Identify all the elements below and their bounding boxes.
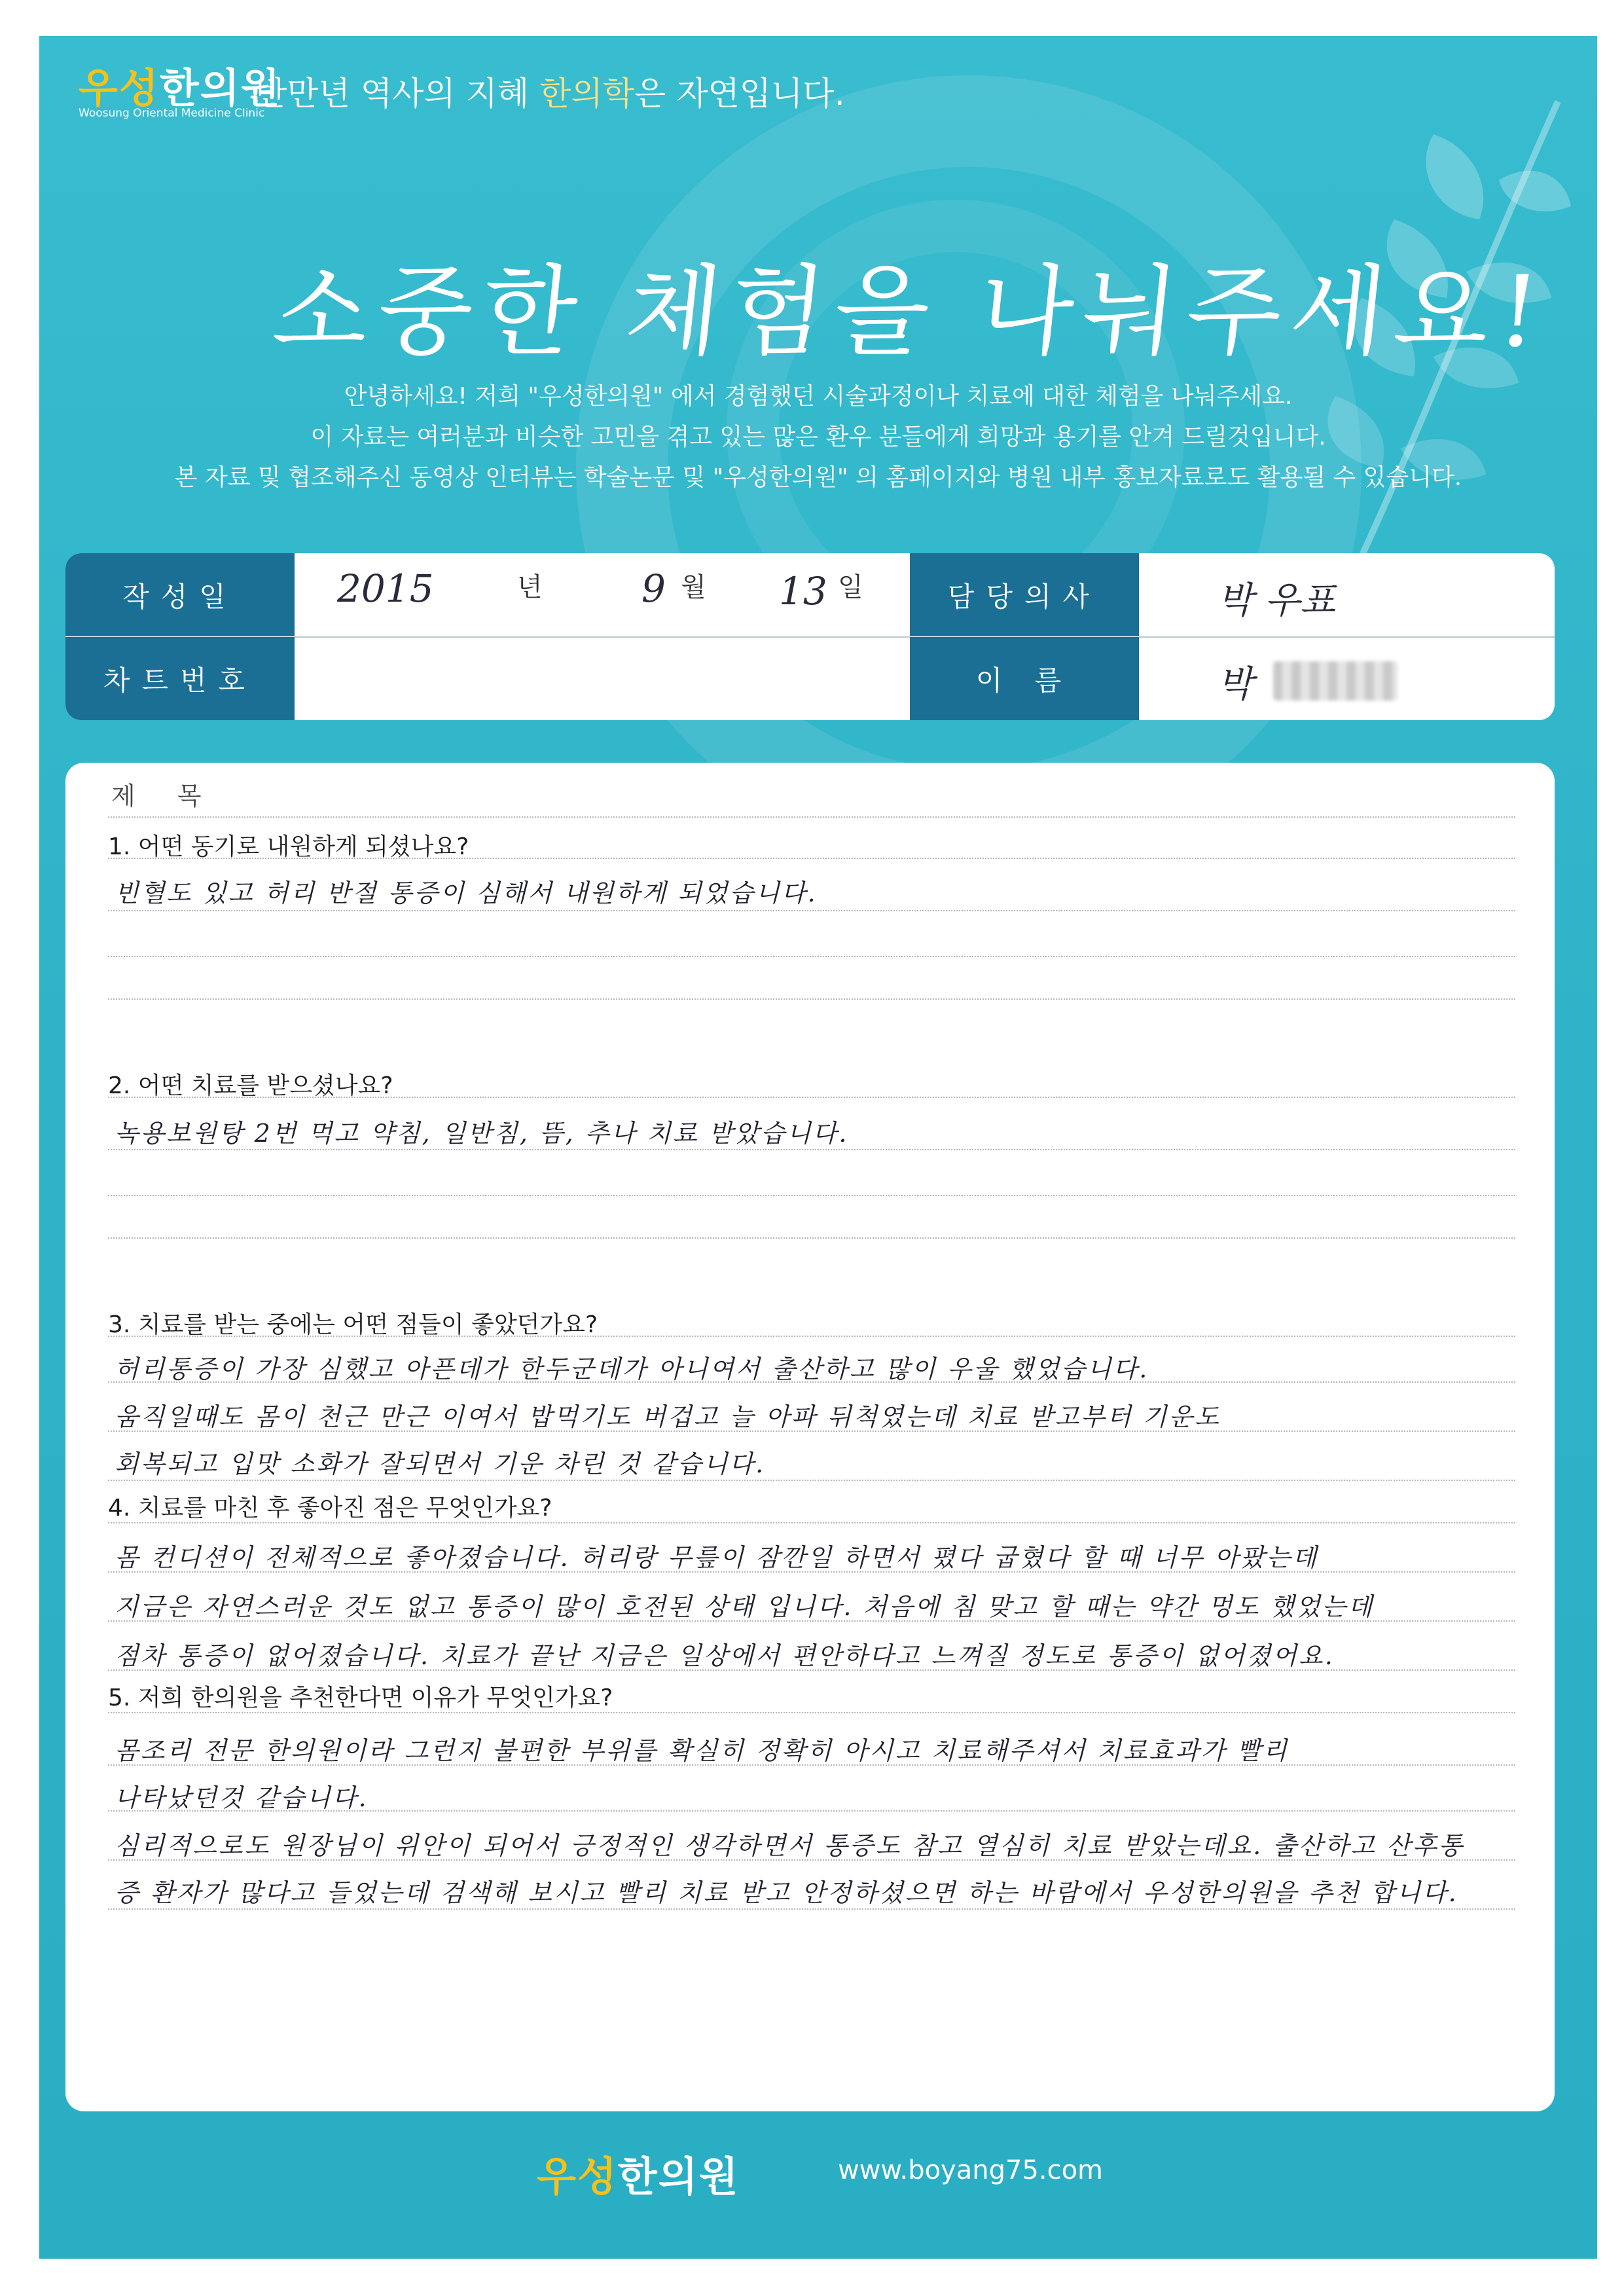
answer-line bbox=[108, 998, 1515, 1000]
date-month-unit: 월 bbox=[681, 572, 706, 602]
intro-line: 본 자료 및 협조해주신 동영상 인터뷰는 학술논문 및 "우성한의원" 의 홈페이지와 병원 내부 홍보자료로도 활용될 수 있습니다. bbox=[174, 464, 1462, 491]
intro-line: 안녕하세요! 저희 "우성한의원" 에서 경험했던 시술과정이나 치료에 대한 체험을 나눠주세요. bbox=[344, 383, 1293, 410]
date-year-unit: 년 bbox=[517, 572, 543, 602]
page-headline: 소중한 체험을 나눠주세요! bbox=[268, 255, 1554, 369]
answer-1-line-1[interactable]: 빈혈도 있고 허리 반절 통증이 심해서 내원하게 되었습니다. bbox=[115, 879, 818, 907]
footer-website-link[interactable]: www.boyang75.com bbox=[838, 2155, 1104, 2185]
info-table bbox=[65, 553, 1555, 720]
answer-line bbox=[108, 816, 1515, 818]
answer-3-line-1[interactable]: 허리통증이 가장 심했고 아픈데가 한두군데가 아니여서 출산하고 많이 우울 했었습니다. bbox=[115, 1355, 1149, 1383]
answer-line bbox=[108, 1908, 1515, 1910]
answer-5-line-1[interactable]: 몸조리 전문 한의원이라 그런지 불편한 부위를 확실히 정확히 아시고 치료해주셔서 치료효과가 빨리 bbox=[115, 1736, 1289, 1765]
question-4: 4. 치료를 마친 후 좋아진 점은 무엇인가요? bbox=[108, 1495, 552, 1522]
question-2: 2. 어떤 치료를 받으셨나요? bbox=[108, 1072, 393, 1099]
doctor-name-value[interactable]: 박 우표 bbox=[1218, 579, 1336, 622]
footer-brand-part1: 우성 bbox=[537, 2153, 618, 2200]
answer-line bbox=[108, 1381, 1515, 1383]
answer-line bbox=[108, 858, 1515, 859]
answer-5-line-4[interactable]: 증 환자가 많다고 들었는데 검색해 보시고 빨리 치료 받고 안정하셨으면 하는 바람에서 우성한의원을 추천 합니다. bbox=[115, 1878, 1458, 1907]
answer-line bbox=[108, 1097, 1515, 1098]
answer-3-line-3[interactable]: 회복되고 입맛 소화가 잘되면서 기운 차린 것 같습니다. bbox=[115, 1449, 766, 1478]
date-month-value[interactable]: 9 bbox=[641, 566, 666, 611]
answer-line bbox=[108, 1480, 1515, 1481]
answer-line bbox=[108, 1669, 1515, 1671]
answer-4-line-3[interactable]: 점차 통증이 없어졌습니다. 치료가 끝난 지금은 일상에서 편안하다고 느껴질 정도로 통증이 없어졌어요. bbox=[115, 1641, 1335, 1670]
brand-name-part2: 한의원 bbox=[159, 64, 281, 112]
patient-name-value[interactable]: 박 bbox=[1218, 663, 1254, 706]
tagline-highlight: 한의학 bbox=[539, 75, 634, 113]
tagline bbox=[255, 67, 845, 115]
row-divider bbox=[295, 636, 910, 638]
name-label: 이 름 bbox=[910, 637, 1139, 720]
footer-brand-logo bbox=[537, 2144, 739, 2202]
answer-line bbox=[108, 956, 1515, 957]
answer-line bbox=[108, 1571, 1515, 1573]
tagline-before: 반만년 역사의 지혜 bbox=[255, 75, 540, 113]
doctor-label: 담당의사 bbox=[910, 553, 1139, 636]
date-year-value[interactable]: 2015 bbox=[337, 566, 434, 611]
date-day-value[interactable]: 13 bbox=[779, 569, 827, 613]
question-3: 3. 치료를 받는 중에는 어떤 점들이 좋았던가요? bbox=[108, 1311, 598, 1338]
chart-number-label: 차트번호 bbox=[65, 637, 295, 720]
footer-brand-part2: 한의원 bbox=[617, 2153, 740, 2200]
brand-name-part1: 우성 bbox=[79, 64, 160, 112]
answer-line bbox=[108, 1149, 1515, 1150]
answer-2-line-1[interactable]: 녹용보원탕 2번 먹고 약침, 일반침, 뜸, 추나 치료 받았습니다. bbox=[115, 1119, 849, 1148]
answer-3-line-2[interactable]: 움직일때도 몸이 천근 만근 이여서 밥먹기도 버겁고 늘 아파 뒤척였는데 치료 받고부터 기운도 bbox=[115, 1402, 1221, 1431]
title-label: 제 목 bbox=[111, 782, 219, 811]
question-1: 1. 어떤 동기로 내원하게 되셨나요? bbox=[108, 833, 469, 860]
answer-4-line-2[interactable]: 지금은 자연스러운 것도 없고 통증이 많이 호전된 상태 입니다. 처음에 침 맞고 할 때는 약간 멍도 했었는데 bbox=[115, 1592, 1375, 1621]
intro-line: 이 자료는 여러분과 비슷한 고민을 겪고 있는 많은 환우 분들에게 희망과 용기를 안겨 드릴것입니다. bbox=[310, 424, 1326, 450]
answer-line bbox=[108, 1430, 1515, 1432]
brand-logo bbox=[79, 56, 281, 114]
row-divider bbox=[1139, 636, 1555, 638]
answer-line bbox=[108, 1237, 1515, 1239]
form-sheet bbox=[39, 36, 1597, 2259]
question-5: 5. 저희 한의원을 추천한다면 이유가 무엇인가요? bbox=[108, 1685, 613, 1711]
answer-line bbox=[108, 1859, 1515, 1861]
answer-card bbox=[65, 763, 1555, 2111]
blurred-name-mask bbox=[1273, 661, 1398, 701]
tagline-after: 은 자연입니다. bbox=[634, 75, 845, 113]
answer-line bbox=[108, 1195, 1515, 1196]
answer-line bbox=[108, 1810, 1515, 1812]
intro-text bbox=[39, 376, 1597, 498]
answer-5-line-3[interactable]: 심리적으로도 원장님이 위안이 되어서 긍정적인 생각하면서 통증도 참고 열심히 치료 받았는데요. 출산하고 산후통 bbox=[115, 1831, 1465, 1860]
date-label: 작성일 bbox=[65, 553, 295, 636]
date-day-unit: 일 bbox=[838, 572, 863, 602]
answer-line bbox=[108, 1764, 1515, 1766]
answer-line bbox=[108, 1336, 1515, 1337]
answer-line bbox=[108, 1712, 1515, 1713]
brand-english-name: Woosung Oriental Medicine Clinic bbox=[79, 107, 265, 120]
answer-5-line-2[interactable]: 나타났던것 같습니다. bbox=[115, 1783, 369, 1812]
answer-4-line-1[interactable]: 몸 컨디션이 전체적으로 좋아졌습니다. 허리랑 무릎이 잠깐일 하면서 폈다 굽혔다 할 때 너무 아팠는데 bbox=[115, 1543, 1319, 1572]
answer-line bbox=[108, 1522, 1515, 1523]
answer-line bbox=[108, 1620, 1515, 1622]
answer-line bbox=[108, 910, 1515, 911]
